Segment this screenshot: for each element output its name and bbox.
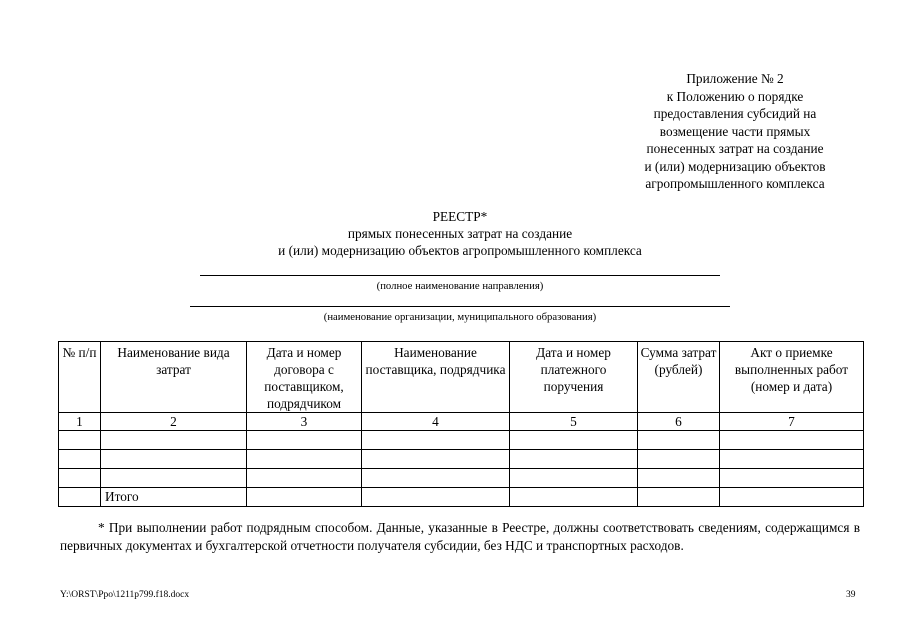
table-cell (638, 450, 720, 469)
header-cell-acceptance-act: Акт о приемке выполненных работ (номер и дата) (720, 342, 864, 413)
column-number: 5 (510, 413, 638, 431)
table-cell (510, 450, 638, 469)
appendix-line: понесенных затрат на создание (646, 141, 824, 156)
table-cell (362, 450, 510, 469)
header-cell-payment-order: Дата и номер платежного поручения (510, 342, 638, 413)
table-cell (101, 469, 247, 488)
table-row (59, 431, 864, 450)
column-number: 6 (638, 413, 720, 431)
appendix-line: и (или) модернизацию объектов (644, 158, 826, 174)
total-label: Итого (101, 488, 247, 507)
direction-underline (200, 275, 720, 276)
header-cell-amount: Сумма затрат (рублей) (638, 342, 720, 413)
footnote (60, 519, 860, 554)
table-cell (59, 469, 101, 488)
document-title (150, 208, 770, 259)
appendix-heading (610, 70, 860, 193)
table-cell (362, 469, 510, 488)
table-cell (638, 431, 720, 450)
header-cell-number: № п/п (59, 342, 101, 413)
title-main: РЕЕСТР* (432, 209, 488, 224)
table-cell (59, 450, 101, 469)
table-cell (720, 488, 864, 507)
appendix-line: к Положению о порядке (666, 88, 804, 104)
table-cell (638, 488, 720, 507)
table-cell (247, 488, 362, 507)
table-cell (720, 450, 864, 469)
table-cell (101, 431, 247, 450)
table-cell (247, 450, 362, 469)
column-number: 7 (720, 413, 864, 431)
footnote-text: * При выполнении работ подрядным способом. Данные, указанные в Реестре, должны соответствовать сведениям, содержащимся в первичных документах и бухгалтерской отчетности получателя субсидии, без НДС и транспортных расходов. (60, 520, 860, 553)
appendix-line: Приложение № 2 (686, 71, 784, 86)
header-cell-supplier: Наименование поставщика, подрядчика (362, 342, 510, 413)
direction-caption: (полное наименование направления) (376, 280, 544, 292)
table-row (59, 450, 864, 469)
title-line-3: и (или) модернизацию объектов агропромышленного комплекса (278, 243, 642, 258)
column-number: 4 (362, 413, 510, 431)
appendix-line: агропромышленного комплекса (645, 176, 825, 191)
column-number: 3 (247, 413, 362, 431)
header-cell-cost-type: Наименование вида затрат (101, 342, 247, 413)
column-number: 2 (101, 413, 247, 431)
organization-underline (190, 306, 730, 307)
table-cell (510, 431, 638, 450)
table-cell (247, 431, 362, 450)
table-cell (101, 450, 247, 469)
table-cell (362, 431, 510, 450)
column-number: 1 (59, 413, 101, 431)
organization-caption: (наименование организации, муниципального образования) (323, 311, 597, 323)
appendix-line: возмещение части прямых (659, 123, 811, 139)
table-cell (638, 469, 720, 488)
table-cell (510, 469, 638, 488)
footer-page-number: 39 (846, 590, 856, 600)
header-cell-contract: Дата и номер договора с поставщиком, подрядчиком (247, 342, 362, 413)
table-cell (510, 488, 638, 507)
table-total-row (59, 488, 864, 507)
appendix-line: предоставления субсидий на (653, 106, 817, 121)
table-cell (362, 488, 510, 507)
table-row (59, 469, 864, 488)
table-cell (247, 469, 362, 488)
footer-file-path: Y:\ORST\Ppo\1211p799.f18.docx (60, 590, 190, 600)
table-cell (720, 469, 864, 488)
table-number-row (59, 413, 864, 431)
table-cell (59, 431, 101, 450)
table-cell (720, 431, 864, 450)
registry-table (58, 341, 864, 507)
table-cell (59, 488, 101, 507)
table-header-row (59, 342, 864, 413)
title-line-2: прямых понесенных затрат на создание (347, 226, 573, 241)
